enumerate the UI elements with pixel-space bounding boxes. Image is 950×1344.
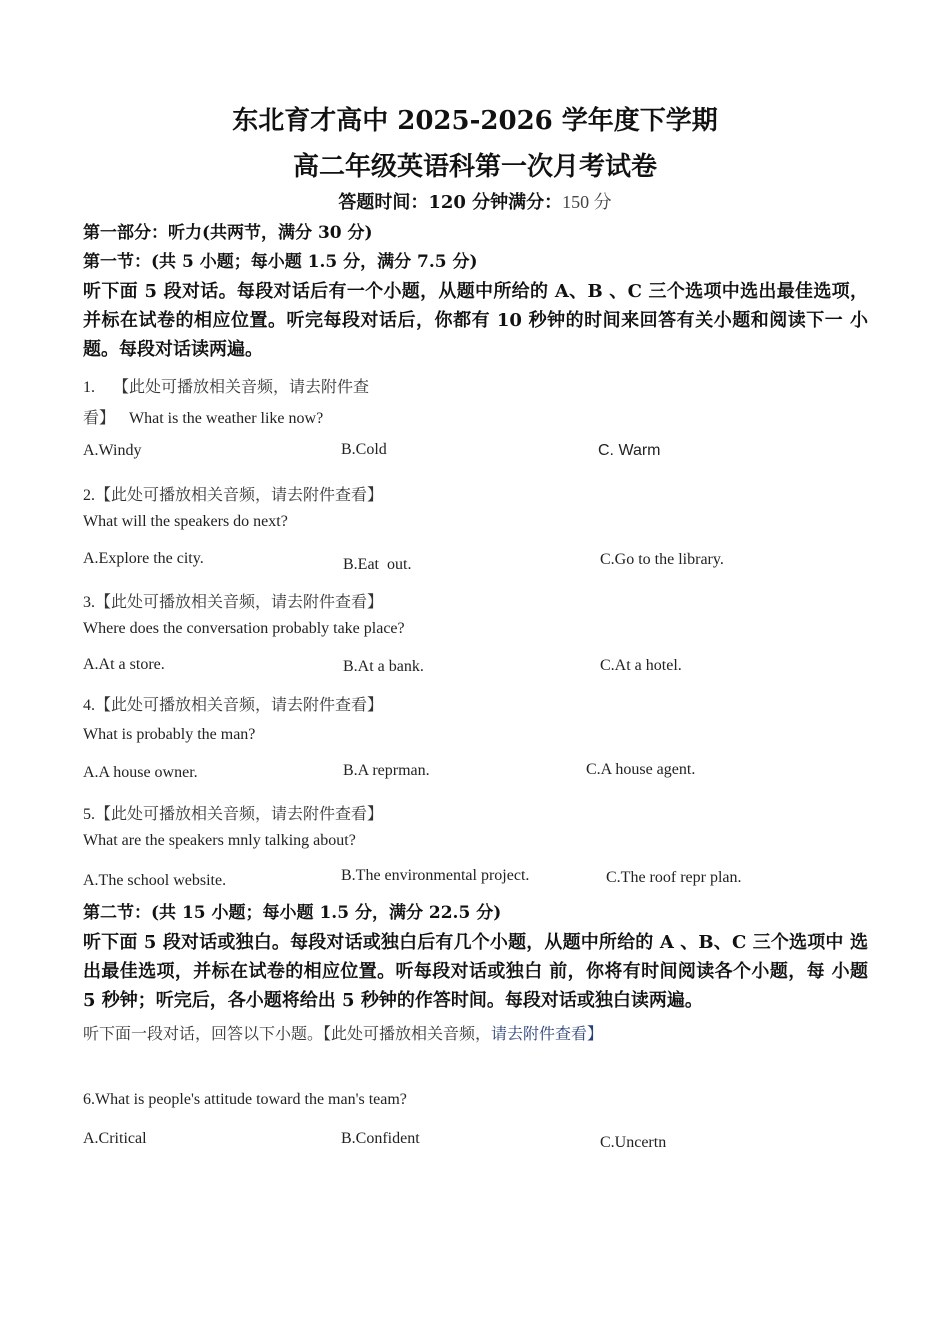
audio-placeholder-cont: 看】 [83, 408, 116, 427]
intro-link-text: 请去附件查看】 [491, 1024, 604, 1043]
question-number: 6. [83, 1091, 95, 1108]
question-number: 3. [83, 594, 95, 611]
question-1-option-a: A.Windy [83, 442, 142, 459]
question-4-option-a: A.A house owner. [83, 764, 198, 781]
question-1-audio [83, 374, 369, 397]
audio-placeholder: 【此处可播放相关音频，请去附件查 [113, 377, 370, 396]
exam-subtitle: 高二年级英语科第一次月考试卷 [292, 152, 657, 182]
exam-title: 东北育才高中 2025-2026 学年度下学期 [232, 106, 718, 136]
question-4-option-b: B.A reprman. [343, 762, 430, 779]
question-3-option-c: C.At a hotel. [600, 657, 682, 674]
exam-time-info [0, 188, 950, 214]
question-2-option-b: B.Eat out. [343, 556, 412, 573]
section1-title: 第一节：(共 5 小题；每小题 1.5 分，满分 7.5 分) [83, 252, 478, 272]
question-1-line [83, 405, 323, 428]
question-1-option-b: B.Cold [341, 441, 387, 458]
audio-placeholder: 【此处可播放相关音频，请去附件查看】 [95, 592, 384, 611]
question-number: 1. [83, 379, 95, 396]
question-6-option-c: C.Uncertn [600, 1134, 667, 1151]
question-4-text: What is probably the man? [83, 726, 256, 743]
section2-intro [83, 1021, 603, 1044]
question-1-text: What is the weather like now? [129, 410, 324, 427]
question-2-text: What will the speakers do next? [83, 513, 288, 530]
question-5-audio [83, 801, 383, 824]
question-5-option-a: A.The school website. [83, 872, 227, 889]
question-6-option-a: A.Critical [83, 1130, 147, 1147]
intro-text: 听下面一段对话，回答以下小题。【此处可播放相关音频， [83, 1024, 492, 1043]
question-4-option-c: C.A house agent. [586, 761, 696, 778]
question-4-audio [83, 692, 383, 715]
section2-title: 第二节：(共 15 小题；每小题 1.5 分，满分 22.5 分) [83, 903, 502, 923]
question-2-option-a: A.Explore the city. [83, 550, 204, 567]
question-3-option-a: A.At a store. [83, 656, 165, 673]
section1-instructions: 听下面 5 段对话。每段对话后有一个小题，从题中所给的 A、B 、C 三个选项中选出最佳选项， 并标在试卷的相应位置。听完每段对话后，你都有 10 秒钟的时间来回答有关小题和阅读下一 小题。每段对话读两遍。 [83, 281, 868, 360]
question-6-text: What is people's attitude toward the man's team? [95, 1091, 407, 1108]
question-5-option-b: B.The environmental project. [341, 867, 530, 884]
audio-placeholder: 【此处可播放相关音频，请去附件查看】 [95, 804, 384, 823]
question-number: 4. [83, 697, 95, 714]
question-3-text: Where does the conversation probably take place? [83, 620, 405, 637]
question-1-option-c: C. Warm [598, 442, 661, 459]
question-2-audio [83, 482, 383, 505]
question-number: 2. [83, 487, 95, 504]
question-number: 5. [83, 806, 95, 823]
question-6-line [83, 1091, 407, 1109]
audio-placeholder: 【此处可播放相关音频，请去附件查看】 [95, 695, 384, 714]
question-6-option-b: B.Confident [341, 1130, 420, 1147]
question-3-option-b: B.At a bank. [343, 658, 424, 675]
question-5-text: What are the speakers mnly talking about? [83, 832, 356, 849]
audio-placeholder: 【此处可播放相关音频，请去附件查看】 [95, 485, 384, 504]
question-3-audio [83, 589, 383, 612]
part1-title: 第一部分：听力(共两节，满分 30 分) [83, 223, 373, 243]
time-label: 答题时间：120 分钟满分： [338, 192, 563, 213]
section2-instructions: 听下面 5 段对话或独白。每段对话或独白后有几个小题，从题中所给的 A 、B、C 三个选项中 选出最佳选项，并标在试卷的相应位置。听每段对话或独白 前，你将有时间阅读各个小题，每 小题 5 秒钟；听完后，各小题将给出 5 秒钟的作答时间。每段对话或独白读两遍。 [83, 932, 868, 1011]
full-score: 150 分 [562, 192, 612, 212]
question-5-option-c: C.The roof repr plan. [606, 869, 742, 886]
question-2-option-c: C.Go to the library. [600, 551, 724, 568]
